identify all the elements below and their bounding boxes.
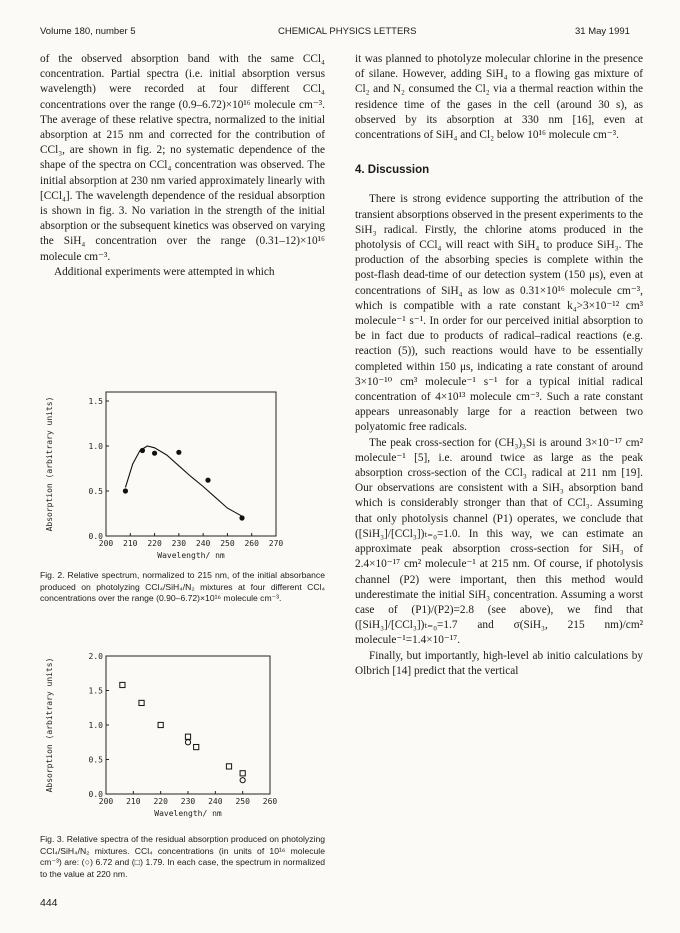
data-point [185, 740, 190, 745]
x-tick-label: 260 [244, 539, 259, 548]
figure-2-caption: Fig. 2. Relative spectrum, normalized to 215 nm, of the initial absorbance produced on photolyzing CCl₄/SiH₄/N₂ mixtures at four different CCl₄ concentrations over the range (0.90–6.72)×10¹⁶ molecule cm⁻³. [40, 570, 325, 604]
data-point [158, 722, 163, 727]
x-tick-label: 240 [208, 797, 223, 806]
data-point [120, 682, 125, 687]
figure-3-caption: Fig. 3. Relative spectra of the residual absorption produced on photolyzing CCl₄/SiH₄/N₂ mixtures. CCl₄ concentrations (in units of 10¹⁶ molecule cm⁻³) are: (○) 6.72 and (□) 1.79. In each case, the spectrum in normalized to the value at 220 nm. [40, 834, 325, 879]
x-tick-label: 200 [98, 539, 114, 548]
data-point [152, 451, 157, 456]
fit-curve [125, 446, 242, 516]
x-tick-label: 230 [180, 797, 196, 806]
x-axis-label: Wavelength/ nm [154, 809, 222, 818]
figure-3 [40, 650, 325, 830]
data-point [185, 734, 190, 739]
x-tick-label: 220 [153, 797, 168, 806]
x-tick-label: 250 [220, 539, 235, 548]
figure-3-chart [40, 650, 325, 830]
x-tick-label: 210 [123, 539, 138, 548]
paragraph: Finally, but importantly, high-level ab initio calculations by Olbrich [14] predict that the vertical [355, 649, 643, 677]
y-tick-label: 1.5 [88, 397, 103, 406]
data-point [140, 448, 145, 453]
x-tick-label: 200 [98, 797, 114, 806]
y-tick-label: 0.0 [88, 790, 103, 799]
issue-date: 31 May 1991 [575, 26, 630, 37]
x-tick-label: 240 [195, 539, 211, 548]
data-point [123, 488, 128, 493]
x-tick-label: 270 [268, 539, 284, 548]
y-tick-label: 0.0 [88, 532, 103, 541]
figure-2 [40, 388, 325, 570]
figure-2-chart [40, 388, 325, 570]
y-tick-label: 2.0 [88, 652, 103, 661]
x-tick-label: 230 [171, 539, 187, 548]
data-point [240, 778, 245, 783]
plot-frame [106, 392, 276, 536]
x-tick-label: 210 [126, 797, 141, 806]
paragraph: Additional experiments were attempted in which [54, 265, 275, 278]
page-number: 444 [40, 897, 58, 909]
data-point [226, 764, 231, 769]
data-point [205, 478, 210, 483]
y-axis-label: Absorption (arbitrary units) [45, 657, 54, 793]
x-tick-label: 250 [235, 797, 250, 806]
right-column [355, 52, 643, 679]
data-point [176, 450, 181, 455]
data-point [194, 744, 199, 749]
y-tick-label: 1.0 [88, 721, 103, 730]
y-axis-label: Absorption (arbitrary units) [45, 396, 54, 532]
data-point [139, 700, 144, 705]
y-tick-label: 0.5 [88, 755, 103, 765]
section-heading: 4. Discussion [355, 164, 430, 177]
y-tick-label: 1.5 [88, 686, 103, 696]
x-tick-label: 220 [147, 539, 162, 548]
volume-label: Volume 180, number 5 [40, 26, 136, 37]
paragraph: There is strong evidence supporting the attribution of the transient absorptions observed in the present experiments to the SiH₃ radical. Firstly, the chlorine atoms produced in the photolysis of CCl₄ will react with SiH₄ to produce SiH₃. The production of the absorbing species is complete within the post-flash dead-time of our detection system (150 μs), even at concentrations of SiH₄ as low as 0.31×10¹⁶ molecule cm⁻³, which is compatible with a rate constant k₄>3×10⁻¹² cm³ molecule⁻¹ s⁻¹. In order for our perceived initial absorption to be in fact due to products of radical–radical reactions (e.g. reaction (5)), such reactions would have to be essentially completed within 150 μs, indicating a rate constant of around 3×10⁻¹⁰ cm³ molecule⁻¹ s⁻¹ for a typical initial radical concentration of 4×10¹³ molecule cm⁻³. Such a rate constant appears unreasonably large for a reaction between two polyatomic free radicals. [355, 193, 643, 434]
x-axis-label: Wavelength/ nm [157, 551, 225, 560]
y-tick-label: 0.5 [88, 487, 103, 496]
data-point [239, 515, 244, 520]
journal-title: CHEMICAL PHYSICS LETTERS [278, 26, 417, 37]
paragraph: of the observed absorption band with the same CCl₄ concentration. Partial spectra (i.e. initial absorption versus wavelength) were recorded at four different CCl₄ concentrations over the range (0.9–6.72)×10¹⁶ molecule cm⁻³. The average of these relative spectra, normalized to the initial absorption at 215 nm and corrected for the contribution of CCl₃, are shown in fig. 2; no systematic dependence of the shape of the spectra on CCl₄ concentration was observed. The initial absorption at 230 nm varied approximately linearly with [CCl₄]. The wavelength dependence of the residual absorption is shown in fig. 3. No variation in the strength of the initial absorption or the subsequent kinetics was observed on varying the SiH₄ concentration over the range (0.31–12)×10¹⁶ molecule cm⁻³. [40, 53, 325, 263]
paragraph: it was planned to photolyze molecular chlorine in the presence of silane. However, adding SiH₄ to a flowing gas mixture of Cl₂ and N₂ consumed the Cl₂ via a thermal reaction within the residence time of the gases in the cell (around 30 s), as observed by its absorption at 330 nm [16], even at concentrations of SiH₄ and Cl₂ below 10¹⁶ molecule cm⁻³. [355, 53, 643, 142]
data-point [240, 771, 245, 776]
left-column [40, 52, 325, 280]
y-tick-label: 1.0 [88, 442, 103, 451]
x-tick-label: 260 [262, 797, 278, 806]
paragraph: The peak cross-section for (CH₃)₃Si is around 3×10⁻¹⁷ cm² molecule⁻¹ [5], i.e. around twice as large as the peak absorption cross-section of the CCl₃ radical at 211 nm [19]. Our observations are consistent with a SiH₃ absorption band which is considerably stronger than that of CCl₃. Assuming that only photolysis channel (P1) operates, we conclude that ([SiH₃]/[CCl₃])ₜ₌₀=1.0. In this way, we can estimate an approximate peak absorption cross-section for SiH₃ of 2.4×10⁻¹⁷ cm² molecule⁻¹ at 215 nm. Of course, if photolysis channel (P2) were important, then this method would underestimate the initial SiH₃ concentration. Assuming a worst case of (P1)/(P2)=2.8 (see above), we find that ([SiH₃]/[CCl₃])ₜ₌₀=1.7 and σ(SiH₃, 215 nm)/cm² molecule⁻¹=1.4×10⁻¹⁷. [355, 436, 643, 647]
